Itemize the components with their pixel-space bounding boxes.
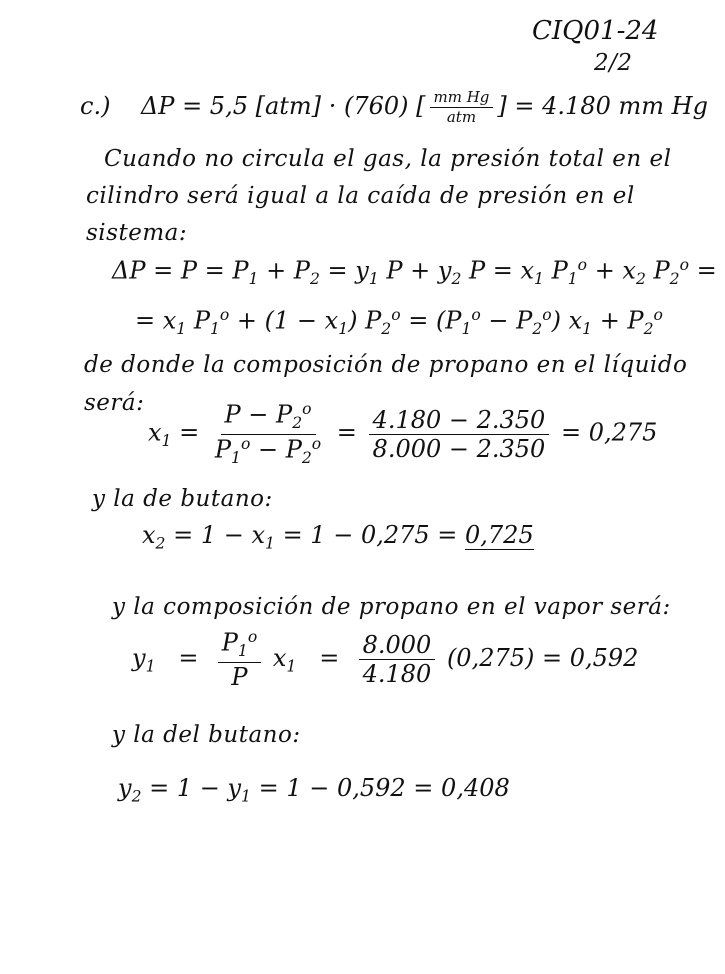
degree-mark: o — [577, 256, 588, 274]
eq-y1-lhs: y — [132, 643, 146, 672]
sub-1: 1 — [265, 534, 275, 553]
eq-sum-lead: ΔP = P = P — [112, 256, 249, 285]
sub-1: 1 — [461, 320, 472, 339]
eq-x1-lhs: x — [148, 418, 162, 447]
sub-1: 1 — [338, 320, 349, 339]
x1-result: = 0,275 — [560, 418, 658, 447]
sub-1: 1 — [534, 270, 544, 289]
sub-1: 1 — [209, 320, 220, 339]
part-c-equation: c.) ΔP = 5,5 [atm] · (760) [ $\frac{\text{mm Hg}}{\text{atm}}$ ] = 4.180 mm Hg — [80, 88, 708, 126]
y1-num-symbolic: P — [221, 628, 238, 657]
sub-2: 2 — [309, 270, 320, 289]
unit-atm: [atm] — [255, 92, 322, 120]
sub-1: 1 — [567, 270, 578, 289]
document-code: CIQ01-24 — [532, 16, 659, 46]
eq-sum-p2: + P — [258, 256, 310, 285]
conversion-denominator: atm — [446, 108, 477, 126]
dot-operator: · — [328, 92, 337, 120]
pressure-drop-lhs: ΔP = 5,5 — [140, 92, 248, 120]
sub-2: 2 — [451, 270, 462, 289]
eq-expand-g: ) x — [551, 306, 583, 335]
sub-2: 2 — [301, 448, 312, 467]
y1-den-numeric: 4.180 — [362, 659, 432, 688]
eq-expand-f: − P — [480, 306, 533, 335]
eq-expand-c: + (1 − x — [229, 306, 339, 335]
eq-y1-eq2: = — [319, 643, 340, 672]
text-line-5: será: — [84, 390, 145, 416]
sub-2: 2 — [635, 270, 646, 289]
y1-fraction-numeric — [359, 630, 436, 688]
part-c-label: c.) — [80, 92, 111, 120]
x1-den-a: P — [214, 435, 232, 464]
sub-1: 1 — [241, 787, 251, 806]
equation-y2 — [118, 776, 510, 805]
sub-1: 1 — [176, 320, 187, 339]
page-number: 2/2 — [594, 50, 633, 76]
eq-expand-e: = (P — [400, 306, 462, 335]
x1-den-b: − P — [250, 435, 302, 464]
eq-x2-lhs: x — [142, 521, 156, 549]
y1-fraction-symbolic — [218, 630, 261, 689]
eq-y1-mult: x — [265, 643, 287, 672]
sub-2: 2 — [381, 320, 392, 339]
eq-sum-y1: = y — [319, 256, 369, 285]
x1-fraction-numeric — [369, 405, 550, 463]
degree-mark: o — [653, 306, 663, 324]
equation-x2 — [142, 523, 534, 552]
x1-fraction-symbolic — [211, 402, 325, 466]
sub-2: 2 — [131, 787, 142, 806]
eq-sum-x1b: P — [543, 256, 568, 285]
degree-mark: o — [240, 434, 251, 453]
sub-2: 2 — [292, 414, 303, 433]
y1-result: (0,275) = 0,592 — [446, 643, 639, 672]
text-line-2: cilindro será igual a la caída de presión en el — [86, 183, 635, 209]
sub-1: 1 — [161, 432, 172, 451]
y1-num-numeric: 8.000 — [359, 633, 436, 660]
eq-expand-a: = x — [135, 306, 177, 335]
sub-2: 2 — [643, 320, 654, 339]
text-line-7: y la composición de propano en el vapor será: — [112, 594, 671, 620]
equation-x1 — [148, 402, 657, 466]
degree-mark: o — [219, 306, 230, 324]
eq-y1-eq: = — [178, 643, 199, 672]
sub-1: 1 — [286, 657, 297, 676]
sub-2: 2 — [532, 320, 543, 339]
eq-sum-x2a: + x — [587, 256, 636, 285]
x2-result: 0,725 — [465, 521, 534, 549]
eq-x2-rest2: = 1 − 0,275 = — [274, 521, 466, 549]
pressure-drop-result: = 4.180 mm Hg — [514, 92, 708, 120]
x1-den-numeric: 8.000 − 2.350 — [372, 434, 546, 463]
sub-1: 1 — [231, 448, 241, 467]
eq-x1-eq: = — [179, 418, 200, 447]
text-line-3: sistema: — [86, 220, 188, 246]
equation-sum — [112, 258, 717, 288]
conversion-numerator: mm Hg — [430, 90, 494, 108]
y2-result: = 1 − 0,592 = 0,408 — [250, 774, 510, 802]
eq-sum-y2b: P = x — [461, 256, 535, 285]
degree-mark: o — [302, 400, 312, 418]
x1-num-numeric: 4.180 − 2.350 — [369, 408, 550, 435]
conversion-factor: (760) — [343, 92, 409, 120]
text-line-1: Cuando no circula el gas, la presión total en el — [104, 146, 672, 172]
eq-y2-rest: = 1 − y — [141, 774, 242, 802]
degree-mark: o — [679, 256, 689, 274]
x1-num-symbolic: P − P — [224, 400, 293, 429]
eq-sum-tail: = — [688, 256, 717, 285]
eq-x2-rest: = 1 − x — [165, 521, 266, 549]
degree-mark: o — [391, 306, 401, 324]
eq-sum-y1b: P + y — [378, 256, 452, 285]
eq-y2-lhs: y — [118, 774, 132, 802]
eq-expand-h: + P — [592, 306, 644, 335]
text-line-6: y la de butano: — [92, 486, 273, 512]
conversion-fraction — [430, 90, 494, 125]
degree-mark: o — [471, 306, 481, 324]
equation-y1 — [132, 630, 638, 689]
degree-mark: o — [311, 434, 322, 453]
sub-1: 1 — [582, 320, 593, 339]
text-line-4: de donde la composición de propano en el líquido — [84, 352, 688, 378]
degree-mark: o — [247, 628, 258, 646]
eq-expand-b: P — [186, 306, 210, 335]
eq-sum-x2b: P — [645, 256, 670, 285]
sub-1: 1 — [145, 657, 156, 676]
eq-x1-eq2: = — [336, 418, 357, 447]
sub-2: 2 — [155, 534, 166, 553]
sub-1: 1 — [237, 642, 248, 661]
y1-den-symbolic: P — [231, 662, 248, 691]
sub-1: 1 — [368, 270, 379, 289]
eq-expand-d: ) P — [348, 306, 382, 335]
equation-expand — [135, 308, 663, 338]
degree-mark: o — [542, 306, 552, 324]
sub-1: 1 — [248, 270, 259, 289]
text-line-8: y la del butano: — [112, 722, 301, 748]
sub-2: 2 — [669, 270, 680, 289]
